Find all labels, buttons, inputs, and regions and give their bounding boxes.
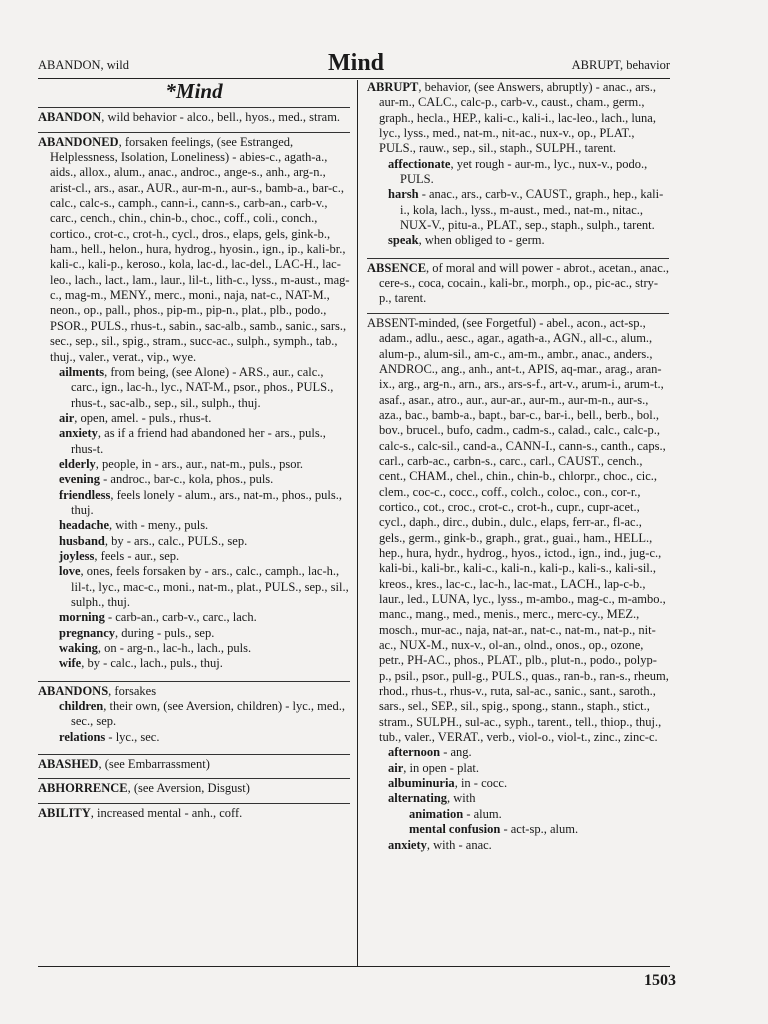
sub-rubric: speak, when obliged to - germ. [388,233,545,248]
entry-rule [38,681,350,682]
sub-rubric: albuminuria, in - cocc. [388,776,508,791]
entry-rule [38,803,350,804]
column-divider [357,80,358,966]
sub-rubric: air, open, amel. - puls., rhus-t. [59,410,212,425]
entry-rule [367,258,669,259]
rubric-entry: ABRUPT, behavior, (see Answers, abruptly) - anac., ars., aur-m., CALC., calc-p., carb-v., caust., cham., germ., graph., hecla., HEP., kali-c., kali-i., lac-leo., lach., luna, lyc., lyss., med., nat-m., nit-ac., nux-v., op., PLAT., PULS., rauw., sep., sil., staph., SULPH., tarent. [367,80,657,156]
running-header [38,52,670,80]
rubric-entry: ABANDONED, forsaken feelings, (see Estranged, Helplessness, Isolation, Loneliness) - abies-c., agath-a., aids., allox., alum., anac., androc., ange-s., anh., arg-n., arist-cl., ars., asar., AUR., aur-m-n., aur-s., bamb-a., bar-c., calc., calc-s., camph., cann-i., cann-s., carb-an., carb-v., carc., cench., chin., chin-b., choc., coff., coli., conch., cortico., crot-c., crot-h., cycl., dros., elaps, gels, gink-b., ham., hell., helon., hura, hydrog., hyosin., ign., ip., kali-br., kali-c., kali-p., keroso., kola, lac-d., lac-del., LAC-H., lac-leo., lach., lact., lam., laur., lil-t., lith-c., lyss., m-aust., mag-c., mag-m., MENY., merc., moni., naja, nat-c., NAT-M., neon., op., pall., phos., pip-m., pip-n., plat., plb., podo., PSOR., PULS., rhus-t., sabin., sac-alb., samb., sanic., sars., sec., sep., sil., spig., stram., succ-ac., sulph., symph., tab., thuj., valer., verat., vip., wye. [38,134,350,364]
header-rule [38,78,670,79]
sub-rubric: harsh - anac., ars., carb-v., CAUST., graph., hep., kali-i., kola, lach., lyss., m-aust., med., nat-m., nitac., NUX-V., pitu-a., PLAT., sep., staph., sulph., tarent. [388,187,664,233]
sub-rubric: ailments, from being, (see Alone) - ARS., aur., calc., carc., ign., lac-h., lyc., NAT-M., psor., phos., PULS., rhus-t., sac-alb., sep., sil., sulph., thuj. [59,364,334,410]
sub-rubric: children, their own, (see Aversion, children) - lyc., med., sec., sep. [59,699,345,729]
rubric-entry: ABHORRENCE, (see Aversion, Disgust) [38,781,250,796]
sub-rubric: affectionate, yet rough - aur-m., lyc., nux-v., podo., PULS. [388,156,648,187]
sub-rubric: husband, by - ars., calc., PULS., sep. [59,533,248,548]
sub-rubric: friendless, feels lonely - alum., ars., nat-m., phos., puls., thuj. [59,487,342,517]
sub-rubric: anxiety, as if a friend had abandoned her - ars., puls., rhus-t. [59,426,326,456]
rubric-entry: ABSENCE, of moral and will power - abrot., acetan., anac., cere-s., coca, cocain., kali-br., morph., op., pic-ac., stry-p., tarent. [367,260,670,306]
sub-rubric: alternating, with [388,791,476,806]
sub-rubric: relations - lyc., sec. [59,729,160,744]
sub-rubric: headache, with - meny., puls. [59,518,209,533]
entry-rule [38,132,350,133]
sub-sub-rubric: mental confusion - act-sp., alum. [409,822,579,837]
sub-sub-rubric: animation - alum. [409,806,502,821]
sub-rubric: anxiety, with - anac. [388,837,492,852]
sub-rubric: love, ones, feels forsaken by - ars., calc., camph., lac-h., lil-t., lyc., mac-c., moni., nat-m., plat., PULS., sep., sil., sulph., thuj. [59,564,349,609]
rubric-entry: ABANDON, wild behavior - alco., bell., hyos., med., stram. [38,110,341,125]
sub-rubric: air, in open - plat. [388,760,479,775]
sub-rubric: pregnancy, during - puls., sep. [59,625,215,640]
rubric-entry: ABASHED, (see Embarrassment) [38,757,210,772]
sub-rubric: waking, on - arg-n., lac-h., lach., puls. [59,641,252,656]
sub-rubric: joyless, feels - aur., sep. [59,548,180,563]
page-number: 1503 [644,972,676,989]
left-column [38,80,350,827]
rubric-entry: ABILITY, increased mental - anh., coff. [38,805,243,820]
entry-rule [38,754,350,755]
header-right-guide: ABRUPT, behavior [571,58,670,72]
chapter-title: *Mind [165,79,223,103]
header-left-guide: ABANDON, wild [38,58,129,72]
right-column [367,80,669,853]
sub-rubric: afternoon - ang. [388,745,472,760]
rubric-entry: ABSENT-minded, (see Forgetful) - abel., acon., act-sp., adam., adlu., aesc., agar., agath-a., AGN., all-c., alum., alum-p., alum-sil., am-c., am-m., ambr., anac., anders., ANDROC., ang., anh., ant-t., APIS, aq-mar., arag., aran-ix., arg., arg-n., arn., ars., ars-s-f., art-v., arum-i., arum-t., asaf., asar., atro., aur., aur-ar., aur-m., aur-m-n., aur-s., aza., bac., bamb-a., bapt., bar-c., bar-i., bell., berb., bol., bov., brucel., bufo, cadm., cadm-s., calad., calc., calc-p., calc-s., calc-sil., cand-a., CANN-I., cann-s., canth., caps., carl., carb-ac., carbn-s., carc., carl., CAUST., cench., cent., CHAM., chel., chin., chin-b., chlorpr., choc., cic., clem., coc-c., cocc., coff., colch., coloc., con., cor-r., cortico., cot., croc., crot-c., crot-h., cupr., cupr-acet., cycl., daph., dirc., dubin., dulc., elaps, ferr-ar., fl-ac., gels., germ., gink-b., graph., grat., guai., ham., HELL., hep., hura, hydr., hydrog., hyos., ictod., ign., ind., jug-c., kali-bi., kali-br., kali-c., kali-n., kali-p., kali-s., kali-sil., kreos., kres., lac-c., lac-h., lac-mat., LACH., lap-c-b., laur., led., LUNA, lyc., lyss., m-ambo., mag-c., m-ambo., manc., mang., med., menis., merc., merc-cy., MEZ., mosch., mur-ac., naja, nat-ar., nat-c., nat-m., nat-p., nit-ac., NUX-M., nux-v., ol-an., olnd., onos., op., ozone, petr., PH-AC., phos., PLAT., plb., plut-n., podo., polyp-p., psil., psor., pull-g., PULS., quas., ran-b., ran-s., rheum, rhod., rhus-t., rhus-v., ruta, sal-ac., sanic., sant., saroth., sars., sel., SEP., sil., spig., spong., stann., staph., stict., stram., SULPH., sul-ac., syph., tarent., tell., thiop., thuj., tub., valer., VERAT., verb., viol-o., viol-t., zinc., zinc-c. [367,315,669,745]
sub-rubric: morning - carb-an., carb-v., carc., lach. [59,610,257,625]
sub-rubric: evening - androc., bar-c., kola, phos., puls. [59,472,274,487]
sub-rubric: elderly, people, in - ars., aur., nat-m., puls., psor. [59,456,304,471]
sub-rubric: wife, by - calc., lach., puls., thuj. [59,656,223,671]
footer-rule [38,966,670,967]
rubric-entry: ABANDONS, forsakes [38,683,157,698]
entry-rule [38,107,350,108]
entry-rule [38,778,350,779]
entry-rule [367,313,669,314]
header-section-title: Mind [328,50,385,76]
